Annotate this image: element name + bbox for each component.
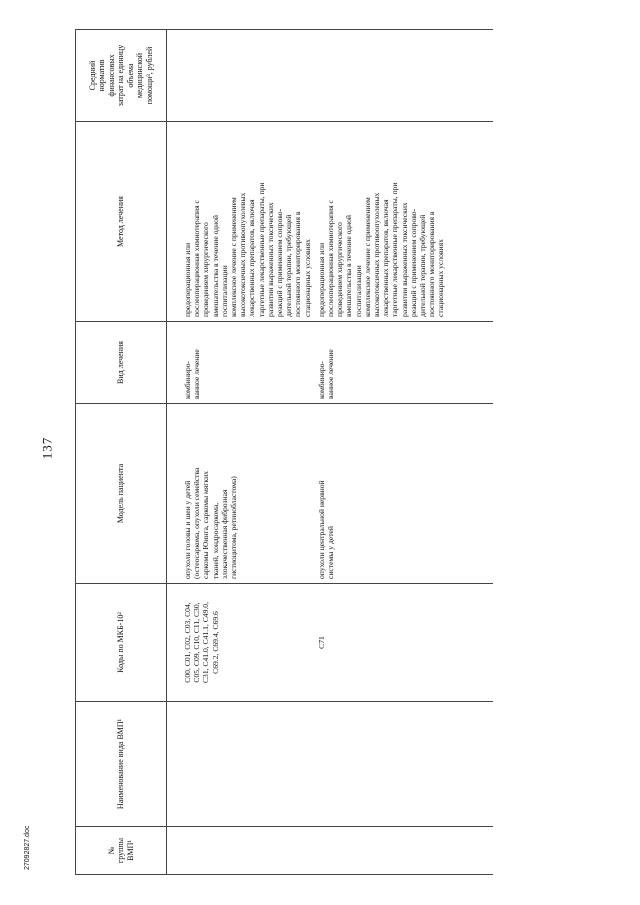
header-treatment-type: Вид лечения [76, 322, 167, 404]
table-header-row [76, 30, 167, 875]
cell-codes: C00, C01, C02, C03, C04, C05, C09, C10, C11, C30, C31, C41.0, C41.1, C49.0, C69.2, C69.4, C69.6 [167, 584, 314, 702]
filler-cell [448, 827, 493, 875]
filler-cell [448, 404, 493, 584]
cell-type: комбиниро- ванное лечение [314, 322, 448, 404]
rotated-table-container [75, 30, 605, 875]
header-treatment-method: Метод лечения [76, 122, 167, 322]
table-filler-row [448, 30, 493, 875]
cell-method: предоперационная или послеоперационная химиотерапия с проведением хирургического вмешательства в течение одной госпитализации комплексное лечение с применением высокотоксичных противоопухолевых лекарственных препаратов, включая таргетные лекарственные препараты, при развитии выраженных токсических реакций с применением сопрово- дительной терапии, требующей постоянного мониторирования в стационарных условиях [167, 122, 314, 322]
cell-model: опухоли головы и шеи у детей (остеосаркома, опухоли семейства саркомы Юинга, саркомы мягких тканей, хондросаркома, злокачественная фиброзная гистиоцитома, ретинобластома) [167, 404, 314, 584]
table-row [314, 30, 448, 875]
filler-cell [448, 584, 493, 702]
table-row [167, 30, 314, 875]
cell-codes: C71 [314, 584, 448, 702]
filler-cell [448, 122, 493, 322]
hmp-table [75, 29, 493, 875]
filler-cell [448, 30, 493, 122]
cell-model: опухоли центральной нервной системы у детей [314, 404, 448, 584]
cell-name [167, 702, 314, 827]
filler-cell [448, 702, 493, 827]
filler-cell [448, 322, 493, 404]
header-patient-model: Модель пациента [76, 404, 167, 584]
cell-cost [167, 30, 314, 122]
cell-type: комбиниро- ванное лечение [167, 322, 314, 404]
page-number: 137 [39, 436, 55, 460]
header-group-number: № группы ВМП¹ [76, 827, 167, 875]
cell-group [167, 827, 314, 875]
cell-group [314, 827, 448, 875]
header-hmp-name: Наименование вида ВМП¹ [76, 702, 167, 827]
cell-method: предоперационная или послеоперационная химиотерапия с проведением хирургического вмешательства в течение одной госпитализации комплексное лечение с применением высокотоксичных противоопухолевых лекарственных препаратов, включая таргетные лекарственные препараты, при развитии выраженных токсических реакций с применением сопрово- дительной терапии, требующей постоянного мониторирования в стационарных условиях [314, 122, 448, 322]
header-icd-codes: Коды по МКБ-10² [76, 584, 167, 702]
cell-cost [314, 30, 448, 122]
document-filename: 27092827.doc [24, 825, 31, 870]
cell-name [314, 702, 448, 827]
header-average-cost: Средний норматив финансовых затрат на единицу объема медицинской помощи³, рублей [76, 30, 167, 122]
